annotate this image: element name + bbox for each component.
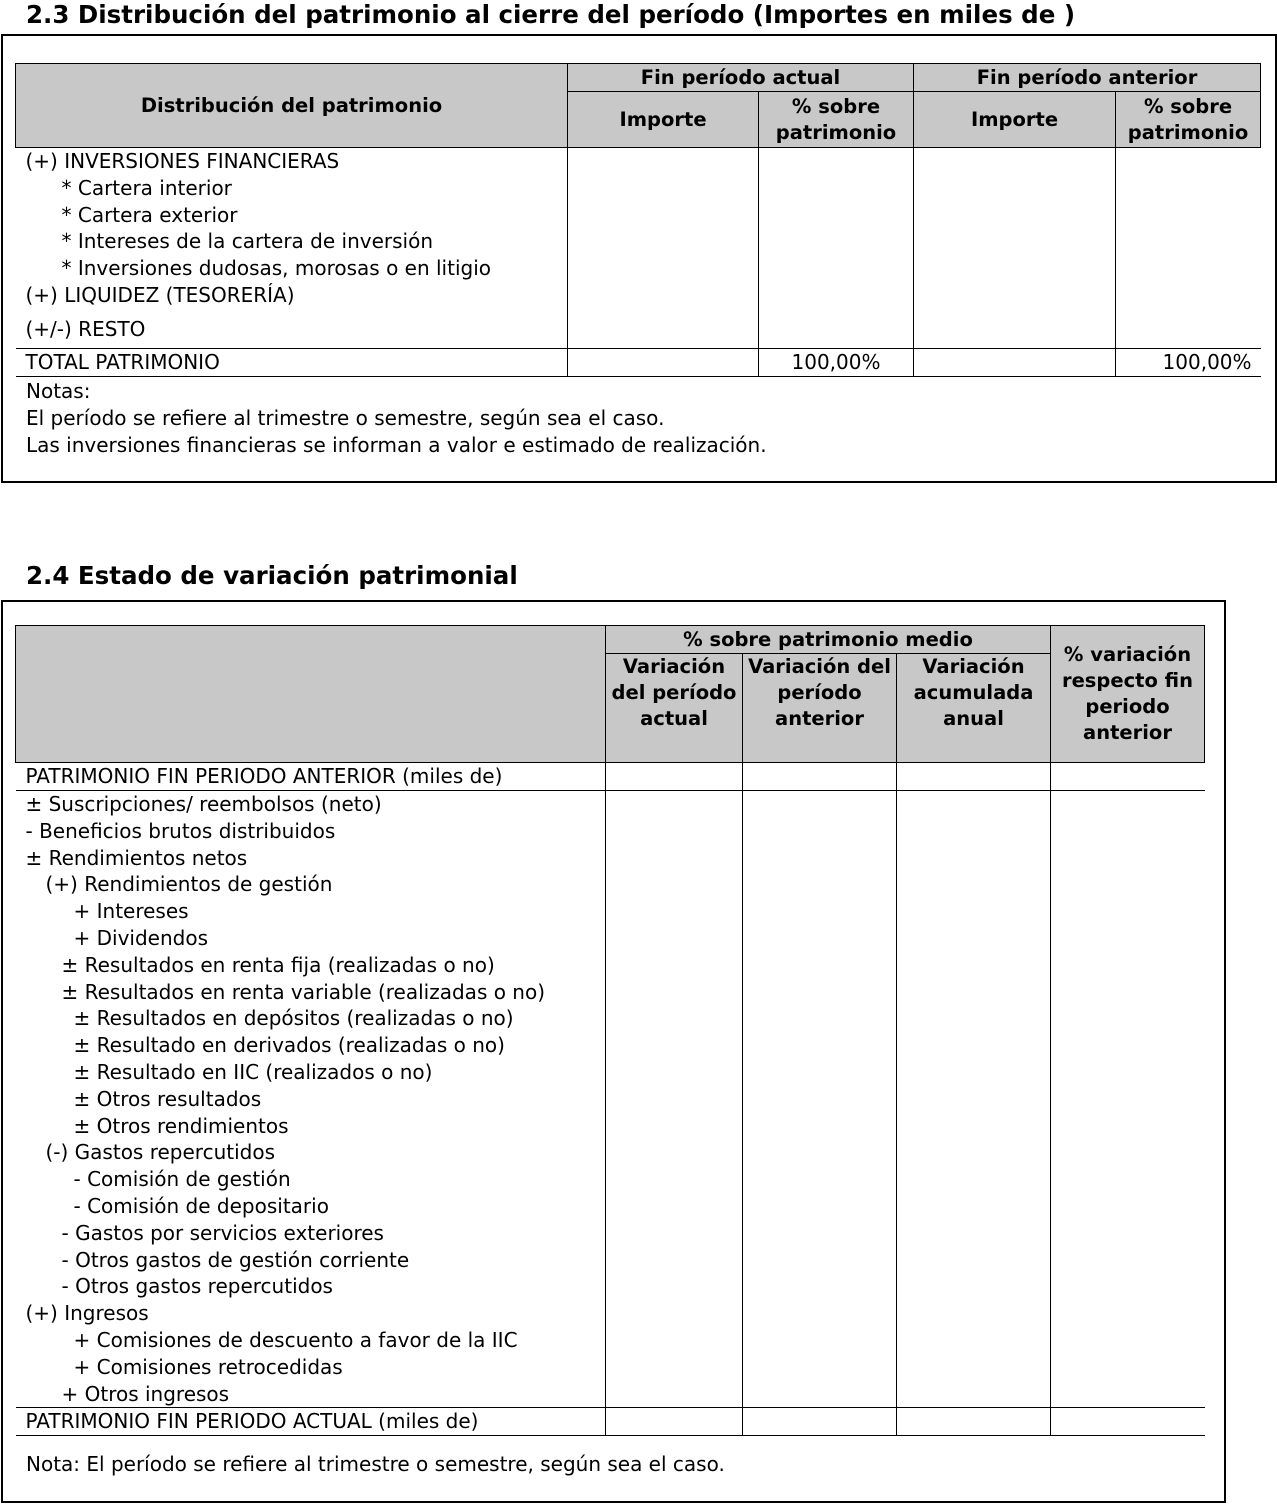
header-variacion-actual: Variación del período actual <box>606 654 743 763</box>
row-inversiones-dudosas: * Inversiones dudosas, morosas o en litigio <box>61 256 492 281</box>
row-rendimientos-netos: ± Rendimientos netos <box>25 845 248 870</box>
row-otros-gastos: - Otros gastos repercutidos <box>61 1274 333 1299</box>
total-patrimonio-label: TOTAL PATRIMONIO <box>16 349 568 377</box>
row-comision-depositario: - Comisión de depositario <box>73 1193 329 1218</box>
header-pct-variacion: % variación respecto fin periodo anterior <box>1051 626 1205 763</box>
header-distribucion: Distribución del patrimonio <box>16 64 568 148</box>
row-suscripciones: ± Suscripciones/ reembolsos (neto) <box>25 792 382 816</box>
row-cartera-interior: * Cartera interior <box>61 175 232 200</box>
row-otros-rendimientos: ± Otros rendimientos <box>73 1113 289 1138</box>
row-depositos: ± Resultados en depósitos (realizadas o no) <box>73 1006 514 1031</box>
note-valor-realizacion: Las inversiones financieras se informan a valor e estimado de realización. <box>26 433 767 457</box>
row-beneficios-distribuidos: - Beneficios brutos distribuidos <box>25 818 336 843</box>
cell-importe-anterior <box>914 148 1116 349</box>
row-resto: (+/-) RESTO <box>25 316 146 341</box>
header-pct-actual: % sobre patrimonio <box>759 92 914 148</box>
note-periodo: El período se refiere al trimestre o semestre, según sea el caso. <box>26 406 665 430</box>
patrimonio-fin-anterior-label: PATRIMONIO FIN PERIODO ANTERIOR (miles de) <box>16 763 606 791</box>
row-gestion-corriente: - Otros gastos de gestión corriente <box>61 1247 410 1272</box>
variacion-patrimonial-table <box>15 625 1205 1436</box>
cell-fin-anterior-4 <box>1051 763 1205 791</box>
row-cartera-exterior: * Cartera exterior <box>61 202 238 227</box>
row-iic: ± Resultado en IIC (realizados o no) <box>73 1059 433 1084</box>
section-24-title: 2.4 Estado de variación patrimonial <box>26 561 518 590</box>
section-23-notes <box>26 378 767 459</box>
variacion-labels <box>16 791 606 1408</box>
header-importe-actual: Importe <box>568 92 759 148</box>
row-rendimientos-gestion: (+) Rendimientos de gestión <box>45 872 333 897</box>
cell-pct-actual <box>759 148 914 349</box>
row-dividendos: + Dividendos <box>73 925 208 950</box>
row-renta-variable: ± Resultados en renta variable (realizadas o no) <box>61 979 546 1004</box>
header-variacion-acumulada: Variación acumulada anual <box>897 654 1051 763</box>
cell-fin-actual-4 <box>1051 1408 1205 1436</box>
cell-pct-anterior <box>1116 148 1261 349</box>
row-servicios-exteriores: - Gastos por servicios exteriores <box>61 1220 384 1245</box>
row-otros-ingresos: + Otros ingresos <box>61 1381 230 1406</box>
total-pct-anterior: 100,00% <box>1116 349 1261 377</box>
distribution-labels <box>16 148 568 349</box>
cell-fin-anterior-3 <box>897 763 1051 791</box>
header-fin-periodo-anterior: Fin período anterior <box>914 64 1261 92</box>
row-intereses-cartera: * Intereses de la cartera de inversión <box>61 229 433 254</box>
header-fin-periodo-actual: Fin período actual <box>568 64 914 92</box>
row-renta-fija: ± Resultados en renta fija (realizadas o no) <box>61 952 495 977</box>
patrimonio-fin-actual-label: PATRIMONIO FIN PERIODO ACTUAL (miles de) <box>16 1408 606 1436</box>
total-importe-anterior <box>914 349 1116 377</box>
total-importe-actual <box>568 349 759 377</box>
row-liquidez: (+) LIQUIDEZ (TESORERÍA) <box>25 282 295 307</box>
header-variacion-anterior: Variación del período anterior <box>743 654 897 763</box>
cell-variacion-actual <box>606 791 743 1408</box>
row-ingresos: (+) Ingresos <box>25 1301 149 1326</box>
cell-variacion-acumulada <box>897 791 1051 1408</box>
row-comision-gestion: - Comisión de gestión <box>73 1167 291 1192</box>
section-23-title: 2.3 Distribución del patrimonio al cierre del período (Importes en miles de ) <box>26 0 1076 29</box>
row-gastos-repercutidos: (-) Gastos repercutidos <box>45 1140 276 1165</box>
row-comisiones-descuento: + Comisiones de descuento a favor de la IIC <box>73 1327 518 1352</box>
patrimonio-distribution-table <box>15 63 1261 377</box>
note-periodo-24: Nota: El período se refiere al trimestre o semestre, según sea el caso. <box>26 1452 725 1476</box>
cell-variacion-anterior <box>743 791 897 1408</box>
row-derivados: ± Resultado en derivados (realizadas o no) <box>73 1033 505 1058</box>
cell-fin-actual-2 <box>743 1408 897 1436</box>
row-inversiones-financieras: (+) INVERSIONES FINANCIERAS <box>25 149 340 173</box>
row-intereses: + Intereses <box>73 899 189 924</box>
row-comisiones-retrocedidas: + Comisiones retrocedidas <box>73 1354 343 1379</box>
total-pct-actual: 100,00% <box>759 349 914 377</box>
cell-fin-actual-3 <box>897 1408 1051 1436</box>
cell-fin-anterior-2 <box>743 763 897 791</box>
cell-fin-anterior-1 <box>606 763 743 791</box>
header-importe-anterior: Importe <box>914 92 1116 148</box>
section-24-note <box>26 1451 725 1478</box>
cell-pct-variacion <box>1051 791 1205 1408</box>
header-concepto <box>16 626 606 763</box>
header-pct-anterior: % sobre patrimonio <box>1116 92 1261 148</box>
header-pct-patrimonio-medio: % sobre patrimonio medio <box>606 626 1051 654</box>
notes-heading: Notas: <box>26 379 91 403</box>
row-otros-resultados: ± Otros resultados <box>73 1086 262 1111</box>
cell-importe-actual <box>568 148 759 349</box>
cell-fin-actual-1 <box>606 1408 743 1436</box>
